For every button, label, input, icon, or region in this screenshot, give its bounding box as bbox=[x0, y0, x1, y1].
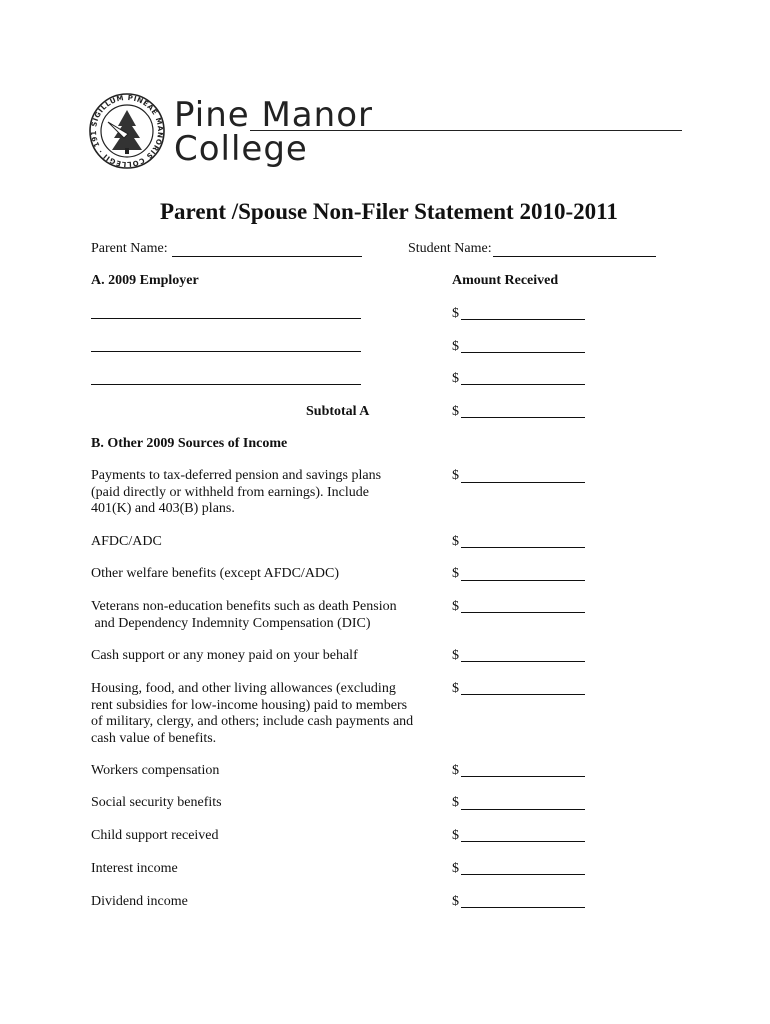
dollar-sign: $ bbox=[452, 468, 459, 483]
subtotal-a-amount[interactable] bbox=[461, 417, 585, 418]
child-support-amount[interactable] bbox=[461, 841, 585, 842]
parent-name-label: Parent Name: bbox=[91, 241, 168, 256]
housing-amount[interactable] bbox=[461, 694, 585, 695]
dollar-sign: $ bbox=[452, 371, 459, 386]
item-line: Payments to tax-deferred pension and savings plans bbox=[91, 468, 382, 483]
income-item-other-welfare bbox=[91, 566, 339, 583]
item-line: AFDC/ADC bbox=[91, 534, 162, 549]
item-line: 401(K) and 403(B) plans. bbox=[91, 501, 235, 516]
employer-field-3[interactable] bbox=[91, 384, 361, 385]
employer-amount-3[interactable] bbox=[461, 384, 585, 385]
pension-amount[interactable] bbox=[461, 482, 585, 483]
dollar-sign: $ bbox=[452, 648, 459, 663]
dollar-sign: $ bbox=[452, 763, 459, 778]
item-line: Child support received bbox=[91, 828, 219, 843]
item-line: Cash support or any money paid on your behalf bbox=[91, 648, 358, 663]
student-name-field[interactable] bbox=[493, 256, 656, 257]
amount-received-heading: Amount Received bbox=[452, 273, 559, 288]
income-item-veterans bbox=[91, 599, 397, 632]
item-line: of military, clergy, and others; include cash payments and bbox=[91, 714, 414, 729]
income-item-dividend bbox=[91, 894, 188, 911]
item-line: cash value of benefits. bbox=[91, 730, 217, 746]
dollar-sign: $ bbox=[452, 404, 459, 419]
employer-field-1[interactable] bbox=[91, 318, 361, 319]
employer-field-2[interactable] bbox=[91, 351, 361, 352]
dollar-sign: $ bbox=[452, 681, 459, 696]
item-line: rent subsidies for low-income housing) paid to members bbox=[91, 697, 408, 713]
item-line: (paid directly or withheld from earnings). Include bbox=[91, 484, 369, 500]
veterans-amount[interactable] bbox=[461, 612, 585, 613]
income-item-interest bbox=[91, 861, 178, 878]
college-seal bbox=[88, 92, 166, 170]
item-line: Other welfare benefits (except AFDC/ADC) bbox=[91, 566, 340, 581]
parent-name-field[interactable] bbox=[172, 256, 362, 257]
dollar-sign: $ bbox=[452, 861, 459, 876]
dollar-sign: $ bbox=[452, 599, 459, 614]
item-line: Veterans non-education benefits such as death Pension bbox=[91, 599, 397, 614]
section-a-heading: A. 2009 Employer bbox=[91, 273, 199, 288]
item-line: Interest income bbox=[91, 861, 178, 876]
income-item-workers-comp bbox=[91, 763, 219, 780]
income-item-cash-support bbox=[91, 648, 358, 665]
college-name-line1: Pine Manor bbox=[174, 95, 373, 135]
dollar-sign: $ bbox=[452, 306, 459, 321]
workers-comp-amount[interactable] bbox=[461, 776, 585, 777]
income-item-social-security bbox=[91, 795, 222, 812]
employer-amount-1[interactable] bbox=[461, 319, 585, 320]
item-line: Social security benefits bbox=[91, 795, 222, 810]
dollar-sign: $ bbox=[452, 566, 459, 581]
income-item-housing bbox=[91, 681, 413, 747]
dividend-amount[interactable] bbox=[461, 907, 585, 908]
item-line: Dividend income bbox=[91, 894, 188, 909]
income-item-afdc bbox=[91, 534, 162, 551]
subtotal-a-label: Subtotal A bbox=[306, 404, 370, 419]
student-name-label: Student Name: bbox=[408, 241, 492, 256]
employer-amount-2[interactable] bbox=[461, 352, 585, 353]
svg-text:SIGILLUM PINEAE MANORIS COLLEG: SIGILLUM PINEAE MANORIS COLLEGII · 191 bbox=[89, 93, 165, 169]
item-line: and Dependency Indemnity Compensation (DIC) bbox=[91, 615, 371, 631]
interest-amount[interactable] bbox=[461, 874, 585, 875]
afdc-amount[interactable] bbox=[461, 547, 585, 548]
dollar-sign: $ bbox=[452, 339, 459, 354]
dollar-sign: $ bbox=[452, 828, 459, 843]
item-line: Housing, food, and other living allowances (excluding bbox=[91, 681, 396, 696]
section-b-heading: B. Other 2009 Sources of Income bbox=[91, 436, 288, 451]
dollar-sign: $ bbox=[452, 534, 459, 549]
income-item-child-support bbox=[91, 828, 219, 845]
seal-icon bbox=[88, 92, 166, 170]
item-line: Workers compensation bbox=[91, 763, 220, 778]
dollar-sign: $ bbox=[452, 795, 459, 810]
dollar-sign: $ bbox=[452, 894, 459, 909]
page-title: Parent /Spouse Non-Filer Statement 2010-2011 bbox=[160, 199, 618, 224]
college-name-line2: College bbox=[174, 129, 308, 169]
other-welfare-amount[interactable] bbox=[461, 580, 585, 581]
income-item-pension bbox=[91, 468, 381, 518]
header-rule bbox=[250, 130, 682, 131]
cash-support-amount[interactable] bbox=[461, 661, 585, 662]
social-security-amount[interactable] bbox=[461, 809, 585, 810]
